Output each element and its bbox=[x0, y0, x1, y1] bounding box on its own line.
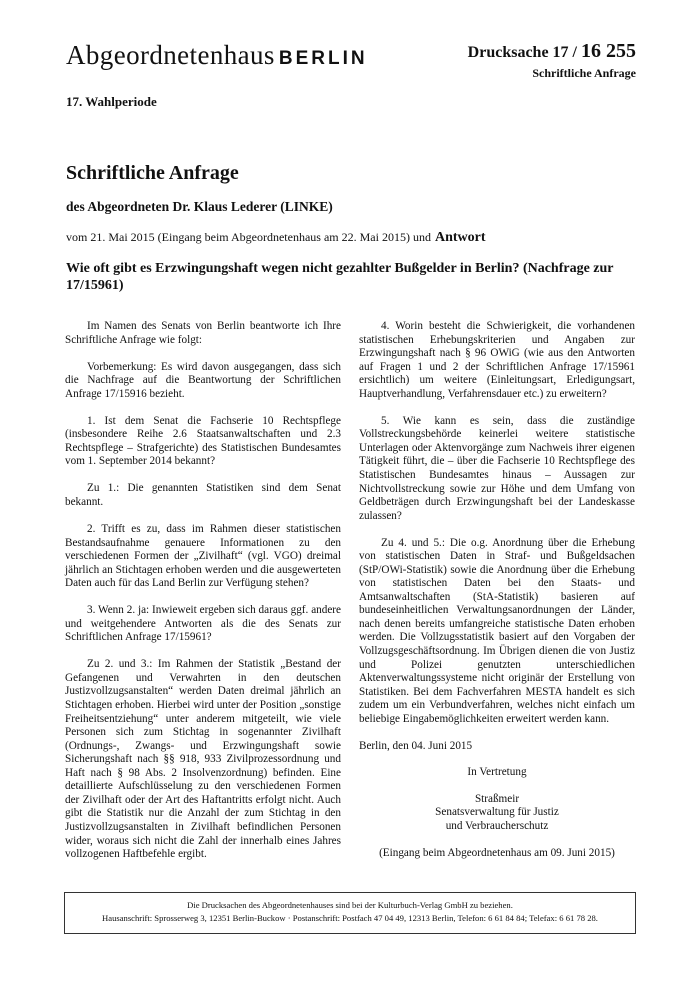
paragraph: Zu 4. und 5.: Die o.g. Anordnung über die Erhebung von statistischen Daten in Straf- und Bußgeldsachen (StP/OWi-Statistik) sowie die Anordnung über die Erhebung von statistischen Daten bei den Staats- und Amtsanwaltschaften (StA-Statistik) basieren auf bundeseinheitlichen Verwaltungsanordnungen der Länder, nach denen bereits umfangreiche statistische Daten erhoben werden. Die Vollzugsstatistik basiert auf den Vorgaben der Vollzugsgeschäftsordnung. Im Übrigen dienen die von Justiz und Polizei genutzten unterschiedlichen Aktenverwaltungssysteme nicht originär der Erstellung von Statistiken. Bei dem Fachverfahren MESTA handelt es sich zudem um ein Verbundverfahren, welches nicht einfach um beliebige Eingabemöglichkeiten erweitert werden kann. bbox=[359, 536, 635, 725]
parliament-logo bbox=[66, 40, 368, 74]
paragraph: 2. Trifft es zu, dass im Rahmen dieser statistischen Bestandsaufnahme genauere Informationen zu den verschiedenen Formen der „Zivilhaft“ (vgl. VGO) dreimal jährlich an Stichtagen erhoben werden und die ausgewerteten Daten auch für das Land Berlin zur Verfügung stehen? bbox=[65, 523, 341, 590]
paragraph: 3. Wenn 2. ja: Inwieweit ergeben sich daraus ggf. andere und weitgehendere Antworten als die des Senats zur Schriftlichen Anfrage 17/15961? bbox=[65, 604, 341, 644]
drucksache-value: 16 255 bbox=[581, 40, 636, 62]
footer-box bbox=[64, 892, 636, 934]
footer-line: Die Drucksachen des Abgeordnetenhauses sind bei der Kulturbuch-Verlag GmbH zu beziehen. bbox=[187, 900, 513, 910]
logo-city: BERLIN bbox=[278, 48, 368, 69]
paragraph: Zu 2. und 3.: Im Rahmen der Statistik „Bestand der Gefangenen und Verwahrten in den deutschen Justizvollzugsanstalten“ werden Daten dreimal jährlich an Stichtagen erhoben. Hierbei wird unter der Position „sonstige Freiheitsentziehung“ unter anderem mitgeteilt, wie viele Personen sich zum Stichtag in sogenannter Zivilhaft (Ordnungs-, Zwangs- und Erzwingungshaft sowie Sicherungshaft nach §§ 918, 933 Zivilprozessordnung und Haft nach § 98 Abs. 2 Insolvenzordnung) befinden. Eine detaillierte Aufschlüsselung zu den verschiedenen Formen der Zivilhaft oder der Art des Haftantritts erfolgt nicht. Auch gibt die Statistik nur die Anzahl der zum Stichtag in den Justizvollzugsanstalten in Zivilhaft befindlichen Personen wider, woraus sich nicht die Zahl der innerhalb eines Jahres vollzogenen Haftbefehle ergibt. bbox=[65, 658, 341, 861]
received-note: (Eingang beim Abgeordnetenhaus am 09. Juni 2015) bbox=[379, 846, 615, 859]
answer-label: Antwort bbox=[434, 230, 486, 245]
footer-line: Hausanschrift: Sprosserweg 3, 12351 Berlin-Buckow · Postanschrift: Postfach 47 04 49, 12313 Berlin, Telefon: 6 61 84 84; Telefax: 6 61 78 28. bbox=[102, 913, 598, 923]
drucksache-prefix: Drucksache 17 / bbox=[467, 44, 577, 61]
paragraph: 1. Ist dem Senat die Fachserie 10 Rechtspflege (insbesondere Reihe 2.6 Staatsanwaltschaften und 2.3 Rechtspflege – Strafgerichte) des Statistischen Bundesamtes vom 1. September 2014 bekannt? bbox=[65, 414, 341, 468]
doc-type-label: Schriftliche Anfrage bbox=[532, 66, 636, 80]
signature-department: Senatsverwaltung für Justiz bbox=[435, 806, 559, 819]
page-title: Schriftliche Anfrage bbox=[66, 162, 239, 184]
paragraph: 4. Worin besteht die Schwierigkeit, die vorhandenen statistischen Erhebungskriterien und Angaben zur Erzwingungshaft nach § 96 OWiG (wie aus den Antworten auf Fragen 1 und 2 der Schriftlichen Anfrage 17/15961 ersichtlich) um weitere (Einleitungsart, Erledigungsart, Hauptverhandlung, Verfahrensdauer etc.) zu erweitern? bbox=[359, 320, 635, 400]
signature-date: Berlin, den 04. Juni 2015 bbox=[359, 739, 473, 752]
paragraph: Zu 1.: Die genannten Statistiken sind dem Senat bekannt. bbox=[65, 482, 341, 508]
date-line bbox=[66, 230, 486, 246]
paragraph: Im Namen des Senats von Berlin beantworte ich Ihre Schriftliche Anfrage wie folgt: bbox=[65, 320, 341, 346]
date-text: vom 21. Mai 2015 (Eingang beim Abgeordnetenhaus am 22. Mai 2015) und bbox=[66, 230, 431, 244]
question-title: Wie oft gibt es Erzwingungshaft wegen nicht gezahlter Bußgelder in Berlin? (Nachfrage zur 17/15961) bbox=[66, 261, 614, 293]
paragraph: Vorbemerkung: Es wird davon ausgegangen, dass sich die Nachfrage auf die Beantwortung der Schriftlichen Anfrage 17/15916 bezieht. bbox=[65, 360, 341, 400]
left-column bbox=[65, 320, 341, 875]
signature-name: Straßmeir bbox=[474, 792, 520, 805]
drucksache-number bbox=[468, 40, 636, 63]
byline: des Abgeordneten Dr. Klaus Lederer (LINKE) bbox=[66, 199, 333, 214]
wahlperiode: 17. Wahlperiode bbox=[66, 94, 157, 109]
paragraph: 5. Wie kann es sein, dass die zuständige Vollstreckungsbehörde keinerlei weitere statistische Unterlagen oder Aktenvorgänge zum Nachweis ihrer eigenen Tätigkeit führt, die – über die Fachserie 10 Rechtspflege des Statistischen Bundesamtes hinaus – Aussagen zur Nichtvollstreckung sowie zur Höhe und dem Umfang von Geldbeträgen durch Erzwingungshaft bei der Landeskasse zulassen? bbox=[359, 414, 635, 522]
signature-department: und Verbraucherschutz bbox=[445, 820, 549, 832]
signature-representation: In Vertretung bbox=[467, 766, 527, 779]
right-column bbox=[359, 320, 635, 860]
logo-wordmark: Abgeordnetenhaus bbox=[66, 40, 275, 70]
